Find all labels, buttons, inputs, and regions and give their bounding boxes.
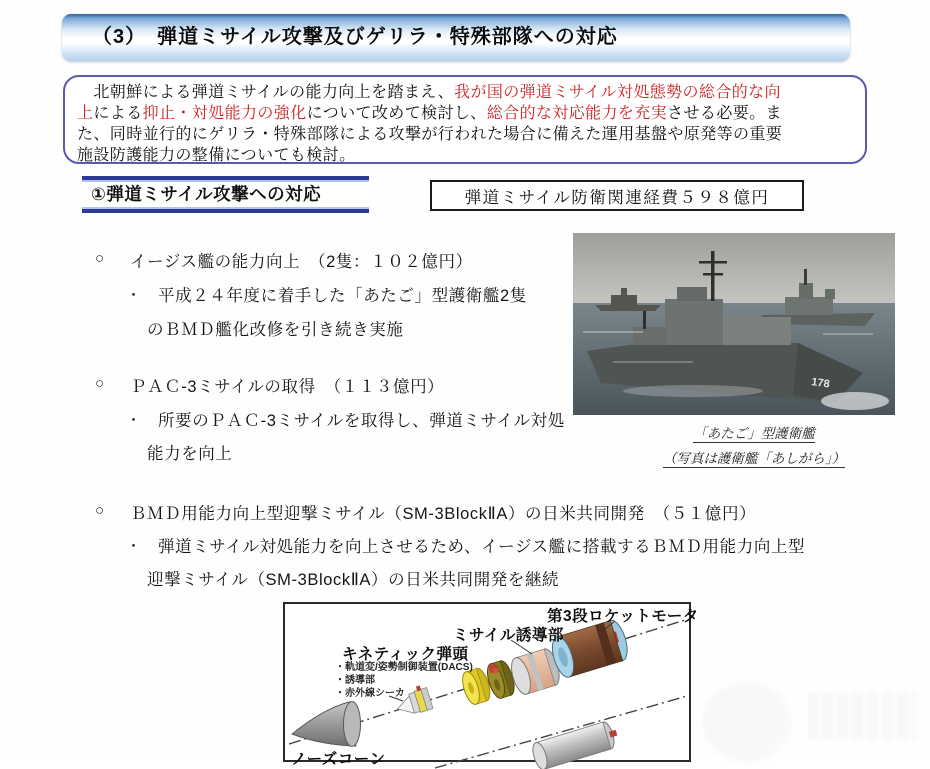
summary-text: 施設防護能力の整備についても検討。: [77, 147, 356, 164]
bullet-sub-line: 平成２４年度に着手した「あたご」型護衛艦2隻: [158, 287, 527, 305]
bullet-sub-line: 弾道ミサイル対処能力を向上させるため、イージス艦に搭載するＢＭＤ用能力向上型: [158, 538, 806, 556]
hull-number: 178: [810, 376, 831, 391]
summary-text: 北朝鮮による弾道ミサイルの能力向上を踏まえ、: [77, 84, 455, 101]
summary-text: について改めて検討し、: [306, 105, 487, 122]
label-dacs: ・軌道変/姿勢制御装置(DACS): [335, 662, 473, 673]
page-title: （3） 弾道ミサイル攻撃及びゲリラ・特殊部隊への対応: [92, 26, 618, 48]
bullet-sub-line: 迎撃ミサイル（SM-3BlockⅡA）の日米共同開発を継続: [147, 571, 560, 589]
summary-box: [63, 75, 867, 164]
destroyer-photo-art: [573, 233, 895, 415]
section-heading-box: [82, 176, 369, 213]
sub-bullet-marker: ・: [126, 287, 142, 304]
photo-caption: [598, 421, 910, 471]
watermark-text-ghost: [808, 692, 916, 740]
summary-text-emphasis: 上: [77, 105, 94, 122]
summary-line: [77, 124, 853, 145]
faint-watermark: [698, 660, 923, 755]
budget-note-box: [430, 180, 804, 211]
summary-text: による: [93, 105, 143, 122]
summary-line: [77, 82, 853, 103]
summary-line: [77, 103, 853, 124]
bullet-head: イージス艦の能力向上 （2隻：１０２億円）: [130, 253, 473, 271]
page-title-bar: [62, 14, 850, 61]
label-infrared-seeker: ・赤外線シーカ: [335, 688, 405, 699]
missile-diagram-box: [283, 602, 699, 768]
label-guidance-unit: ・誘導部: [335, 675, 375, 686]
bullet-sub-line: 所要のＰＡＣ-3ミサイルを取得し、弾道ミサイル対処: [158, 412, 565, 430]
sub-bullet-marker: ・: [126, 538, 142, 555]
bullet-head: ＰＡＣ-3ミサイルの取得 （１１３億円）: [130, 378, 445, 396]
bullet-head: ＢＭＤ用能力向上型迎撃ミサイル（SM-3BlockⅡA）の日米共同開発 （５１億円）: [130, 505, 757, 523]
photo-caption-line2: （写真は護衛艦「あしがら」）: [662, 451, 846, 466]
bullet-sub-line: のＢＭＤ艦化改修を引き続き実施: [147, 321, 404, 339]
summary-text-emphasis: 抑止・対処能力の強化: [142, 105, 307, 122]
bullet-circle-marker: ○: [95, 502, 105, 519]
summary-text: た、同時並行的にゲリラ・特殊部隊による攻撃が行われた場合に備えた運用基盤や原発等の重要: [77, 126, 783, 143]
section-heading: ①弾道ミサイル攻撃への対応: [91, 184, 322, 204]
label-nose-cone: ノーズコーン: [291, 751, 386, 768]
photo-caption-line1: 「あたご」型護衛艦: [693, 426, 815, 441]
destroyer-photo: [573, 233, 895, 415]
summary-text: させる必要。ま: [667, 105, 782, 122]
summary-text-emphasis: 総合的な対応能力を充実: [486, 105, 668, 122]
summary-line: [77, 145, 853, 166]
sub-bullet-marker: ・: [126, 412, 142, 429]
watermark-logo-circle: [702, 682, 794, 764]
bullet-circle-marker: ○: [95, 375, 105, 392]
label-missile-guidance-section: ミサイル誘導部: [453, 627, 564, 644]
bullet-sub-line: 能力を向上: [147, 445, 233, 463]
bullet-circle-marker: ○: [95, 250, 105, 267]
summary-text-emphasis: 我が国の弾道ミサイル対処態勢の総合的な向: [454, 84, 781, 101]
budget-note: 弾道ミサイル防衛関連経費５９８億円: [464, 188, 770, 207]
label-third-stage-rocket-motor: 第3段ロケットモータ: [547, 608, 699, 625]
label-kinetic-warhead: キネティック弾頭: [342, 646, 469, 663]
